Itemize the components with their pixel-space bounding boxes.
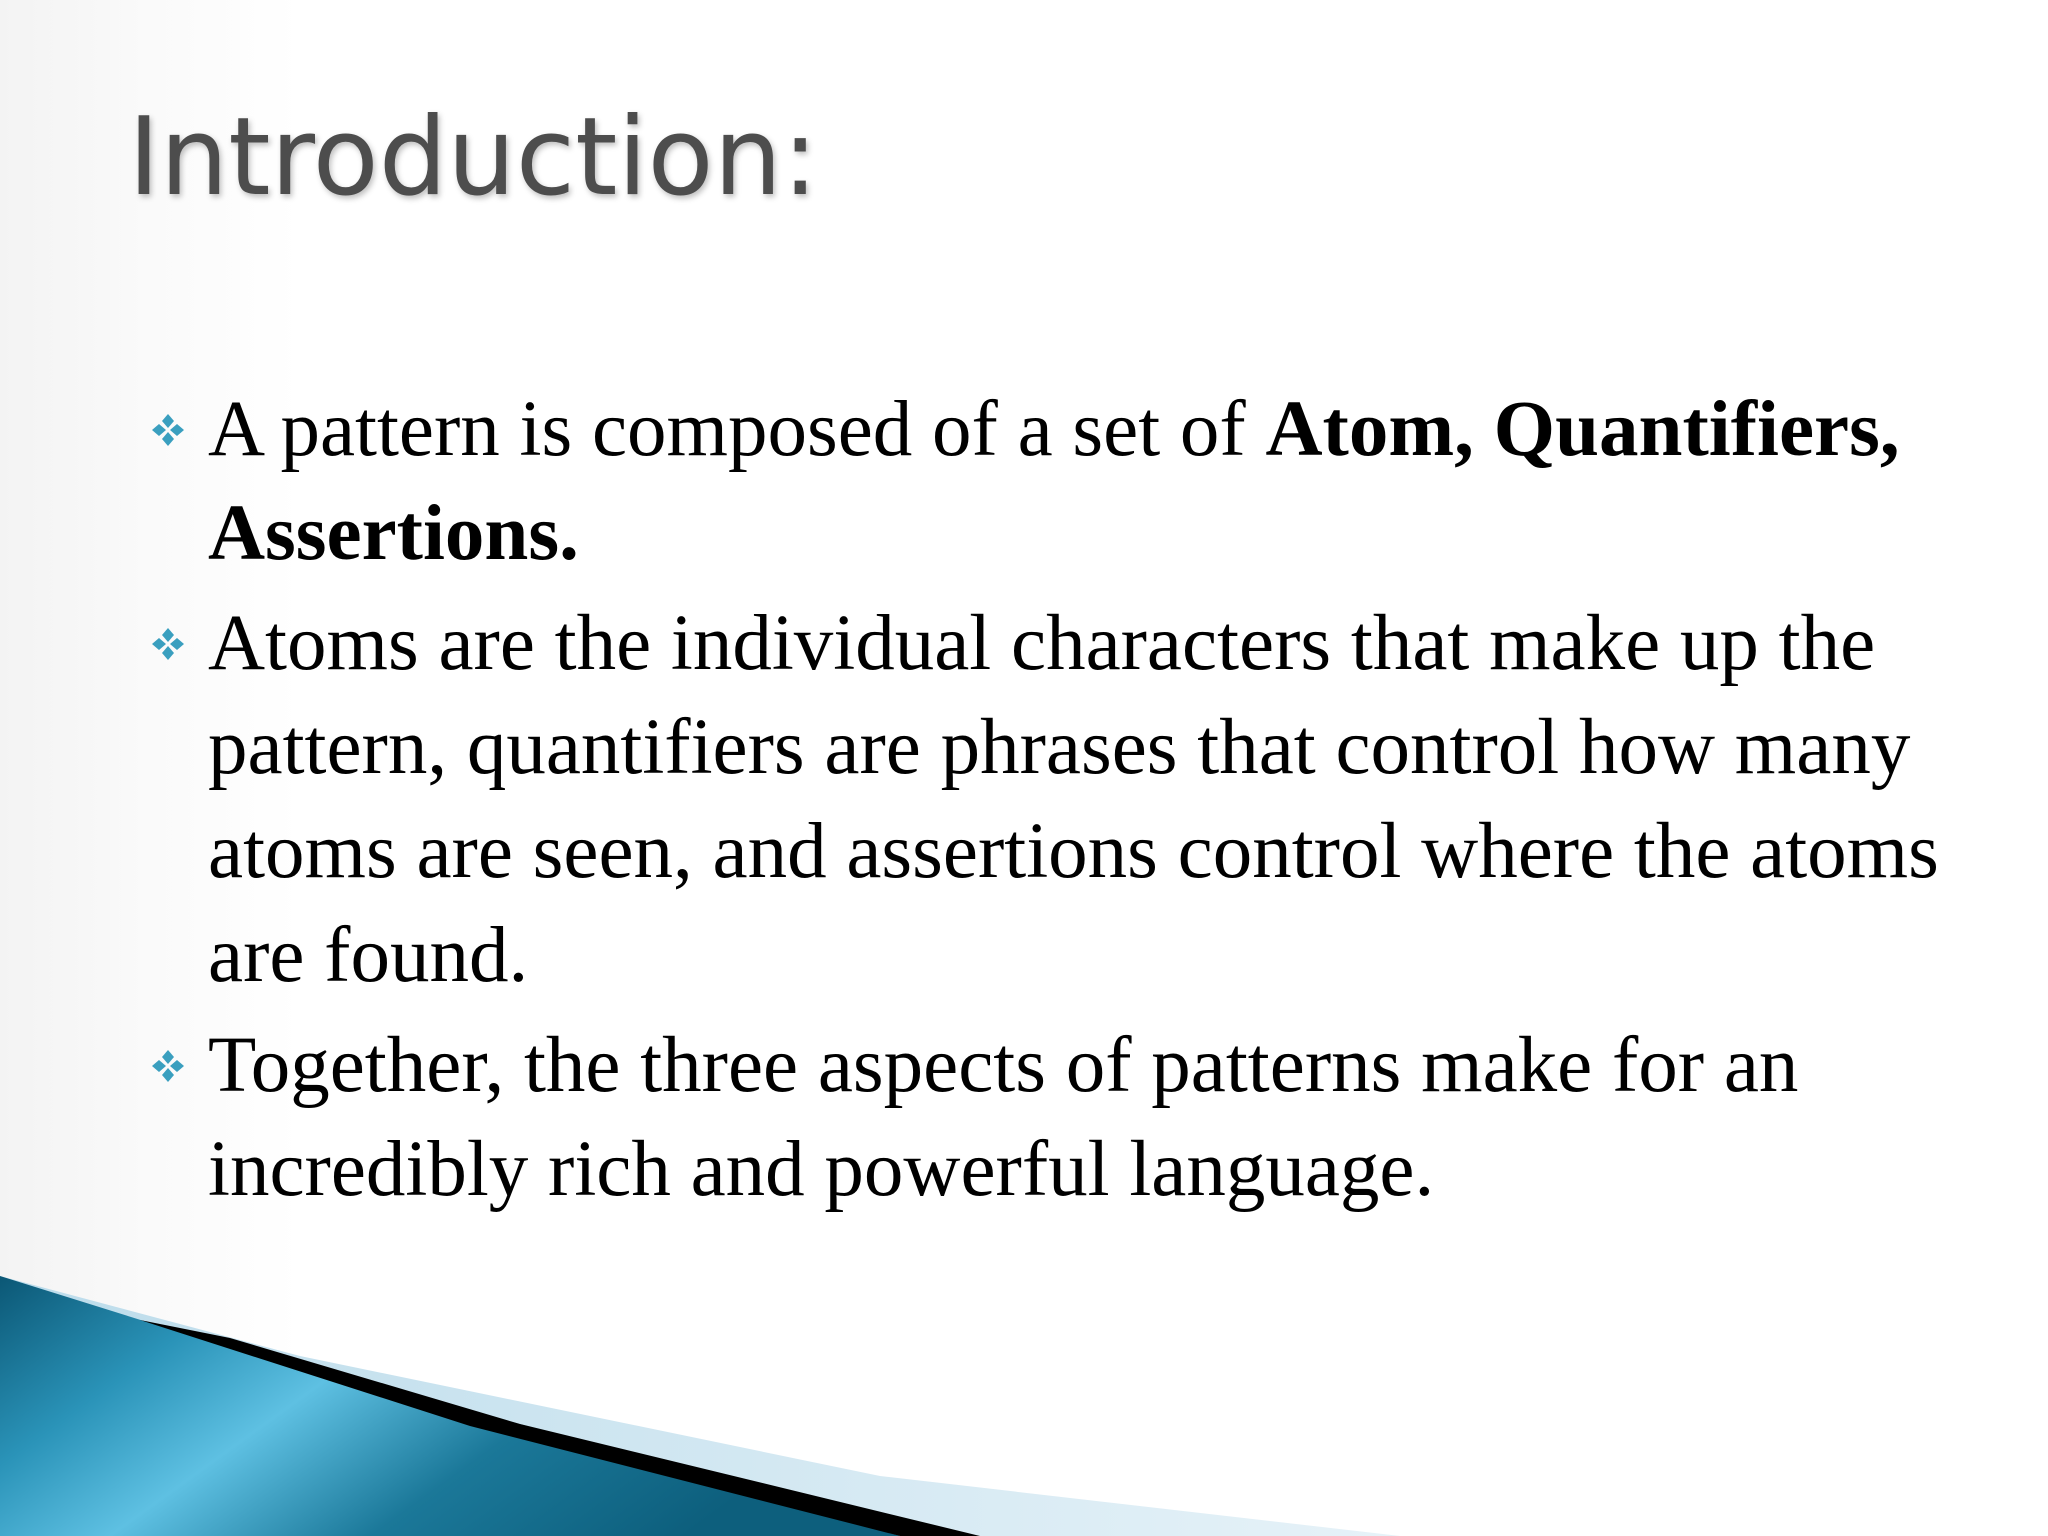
bullet-item <box>150 1014 1950 1222</box>
bullet-text: A pattern is composed of a set of <box>208 386 1266 473</box>
four-diamond-bullet-icon <box>150 412 186 448</box>
bullet-bold-text: Atom, Quantifiers, Assertions. <box>208 386 1900 577</box>
bullet-item <box>150 592 1950 1008</box>
bullet-item <box>150 378 1950 586</box>
slide-title: Introduction: <box>128 95 819 220</box>
four-diamond-bullet-icon <box>150 626 186 662</box>
bullet-text: Together, the three aspects of patterns make for an incredibly rich and powerful language. <box>208 1022 1799 1213</box>
bullet-text: Atoms are the individual characters that make up the pattern, quantifiers are phrases that control how many atoms are seen, and assertions control where the atoms are found. <box>208 600 1939 999</box>
bullet-list <box>150 378 1950 1228</box>
four-diamond-bullet-icon <box>150 1048 186 1084</box>
decorative-wave <box>0 1276 2048 1536</box>
